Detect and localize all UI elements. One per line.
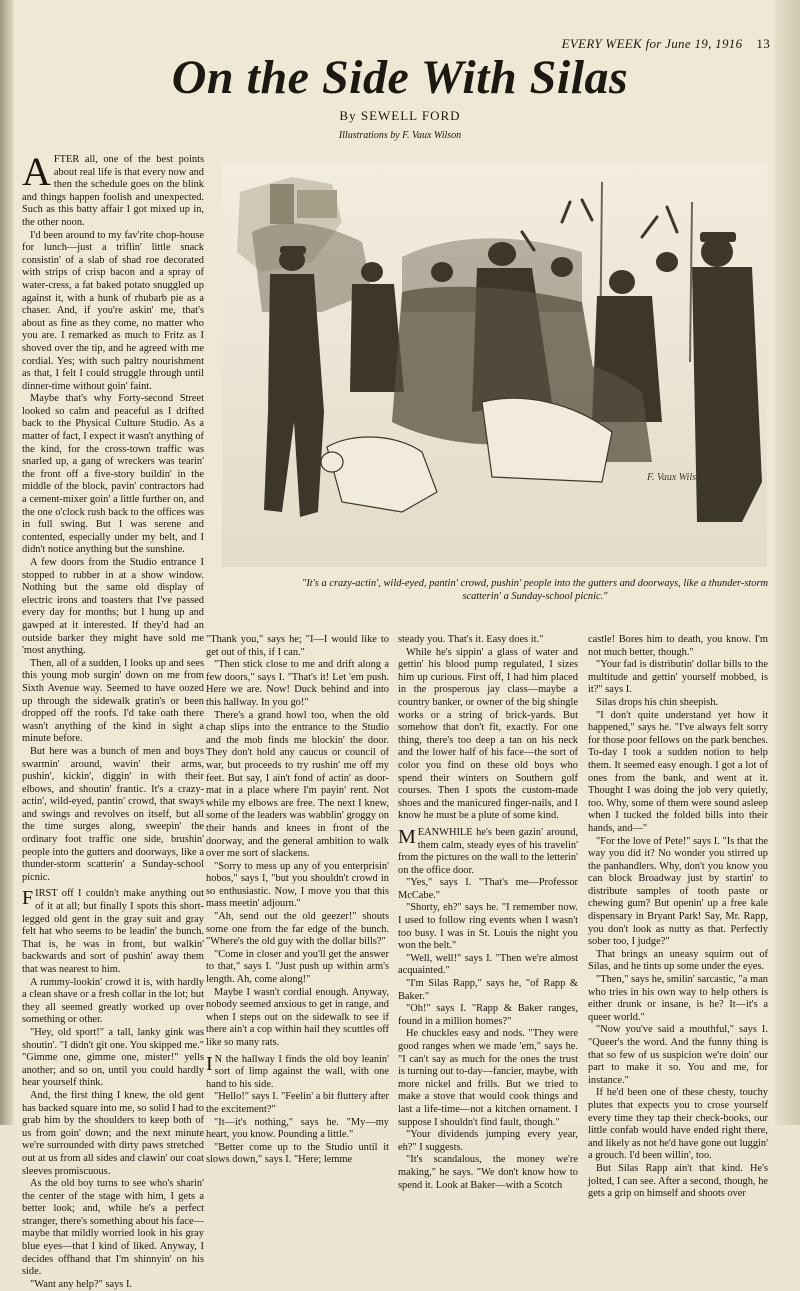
section-cap: I bbox=[206, 1052, 213, 1075]
paragraph bbox=[22, 149, 204, 230]
paragraph: That brings an uneasy squirm out of Silas, and he tints up some under the eyes. bbox=[588, 948, 768, 973]
drop-cap: A bbox=[22, 149, 51, 194]
paragraph: "Ah, send out the old geezer!" shouts some one from the far edge of the bunch. "Where's the old guy with the dollar bills?" bbox=[206, 911, 389, 948]
paragraph: Maybe I wasn't cordial enough. Anyway, nobody seemed anxious to get in range, and when I steps out on the sidewalk to see if there ain't a cop within hail they scuttles off like so many rats. bbox=[206, 986, 389, 1048]
paragraph: "Shorty, eh?" says he. "I remember now. I used to follow ring events when I wasn't too busy. I was in St. Louis the night you won the belt." bbox=[398, 902, 578, 952]
paragraph: "Yes," says I. "That's me—Professor McCabe." bbox=[398, 877, 578, 901]
running-head-text: EVERY WEEK for June 19, 1916 bbox=[561, 36, 743, 51]
paragraph: But Silas Rapp ain't that kind. He's jolted, I can see. After a second, though, he gets a grip on himself and shoots over bbox=[588, 1162, 768, 1200]
section-cap: M bbox=[398, 825, 416, 848]
paragraph: "Now you've said a mouthful," says I. "Queer's the word. And the funny thing is that so few of us suspicion we're doin' our part to make it so. You and me, for instance." bbox=[588, 1024, 768, 1086]
page-edge-shadow bbox=[0, 0, 14, 1125]
byline: By SEWELL FORD bbox=[339, 108, 461, 123]
paragraph: "Oh!" says I. "Rapp & Baker ranges, found in a million homes?" bbox=[398, 1003, 578, 1027]
text-column-2 bbox=[206, 634, 389, 1167]
page-spine bbox=[775, 0, 800, 1125]
paragraph-text: N the hallway I finds the old boy leanin' sort of limp against the wall, with one hand to his side. bbox=[206, 1053, 389, 1090]
paragraph: "Thank you," says he; "I—I would like to get out of this, if I can." bbox=[206, 634, 389, 658]
crowd-illustration bbox=[222, 162, 767, 567]
illustration-caption: "It's a crazy-actin', wild-eyed, pantin' crowd, pushin' people into the gutters and doorways, like a thunder-storm scatterin' a Sunday-school picnic." bbox=[301, 578, 769, 602]
paragraph: "For the love of Pete!" says I. "Is that the way you did it? No wonder you stirred up the panhandlers. Why, don't you know you can block Broadway just by startin' to distribute samples of tooth paste or chewing gum? But openin' up a free kale dispensary in Bryant Park! Say, Mr. Rapp, you don't look as nutty as that. Perfectly sober too, I judge?" bbox=[588, 835, 768, 948]
paragraph: "It's scandalous, the money we're making," he says. "We don't know how to spend it. Look at Baker—with a Scotch bbox=[398, 1154, 578, 1191]
paragraph-text: EANWHILE he's been gazin' around, them calm, steady eyes of his travelin' from the pictures on the wall to the letterin' on the office door. bbox=[398, 826, 578, 876]
paragraph: A rummy-lookin' crowd it is, with hardly a clean shave or a fresh collar in the lot; but they all seemed greatly worked up over something or other. bbox=[22, 976, 204, 1026]
paragraph: Silas drops his chin sheepish. bbox=[596, 696, 719, 708]
text-column-1 bbox=[22, 149, 204, 1291]
paragraph: I'd been around to my fav'rite chop-house for lunch—just a triflin' little snack consistin' of a slab of shad roe decorated with strips of crisp bacon and a spray of water-cress, a fat baked potato snuggled up against it, with a hunk of rhubarb pie as a chaser. And, if you're askin' me, that's about as fine as they come, no matter who you are. I remarked as much to Fritz as I shoved over the tip, and he agreed with me cordial. Yes; with such paltry nourishment as that, I felt I could struggle through until dinner-time without goin' faint. bbox=[22, 229, 204, 392]
paragraph: But here was a bunch of men and boys swarmin' around, wavin' their arms, pushin', kickin', diggin' in with their elbows, and shoutin' frantic. It's a crazy-actin', wild-eyed, pantin' crowd, that sways and swings and revolves on itself, but all the time surges along, sweepin' the ordinary foot traffic one side, brushin' people into the gutters and doorways, like a thunder-storm scatterin' a Sunday-school picnic. bbox=[22, 745, 204, 883]
page-number: 13 bbox=[756, 36, 770, 51]
paragraph bbox=[398, 827, 578, 877]
paragraph: "Well, well!" says I. "Then we're almost acquainted." bbox=[398, 952, 578, 977]
paragraph: Then, all of a sudden, I looks up and sees this young mob surgin' down on me from Sixth Avenue way. Seemed to have oozed up through the sidewalk gratin's or been dropped off the roofs. I'd take oath there wasn't anything of the kind in sight a minute before. bbox=[22, 657, 204, 745]
paragraph: While he's sippin' a glass of water and gettin' his blood pump regulated, I sizes him up curious. First off, I had him placed in the prosperous jay class—maybe a country banker, or owner of the big shingle works or a string of brick-yards. But somehow that don't fit, exactly. For one thing, there's too deep a tan on his neck and the lower half of his face—the sort of color you find on these old boys who spend their winters on Southern golf courses. Then I spots the custom-made shoes and the manicured finger-nails, and I know he must be a plute of some kind. bbox=[398, 646, 578, 822]
artist-signature: F. Vaux Wilson bbox=[647, 472, 706, 483]
paragraph: If he'd been one of these chesty, touchy plutes that expects you to crose yourself every time they tap their check-books, our little confab would have ended right there, and likely as not he'd have gone out luggin' a grouch. I'd been willin', too. bbox=[588, 1087, 768, 1162]
text-column-3 bbox=[398, 634, 578, 1192]
paragraph-text: IRST off I couldn't make anything out of it at all; but finally I spots this short-legged old gent in the gray suit and gray felt hat who seems to be leadin' the bunch. That is, he was in front, but walkin' backwards and sort of pushin' away them that was nearest to him. bbox=[22, 888, 204, 975]
paragraph: "Sorry to mess up any of you enterprisin' hobos," says I, "but you shouldn't crowd in so enthusiastic. Now, I move you that this mass meetin' adjourn." bbox=[206, 860, 389, 910]
paragraph: "Hey, old sport!" a tall, lanky gink was shoutin'. "I didn't git one. You skipped me." "Gimme one, gimme one, mister!" yells another; and so on, until you could hardly hear yourself think. bbox=[22, 1026, 204, 1089]
paragraph: steady you. That's it. Easy does it." bbox=[398, 634, 544, 645]
paragraph: He chuckles easy and nods. "They were good ranges when we made 'em," says he. "I can't say as much for the ones the trust is turning out to-day—fancier, maybe, with more nickel and frills. But we tried to make a stove that would cook things and last a life-time—not a kitchen ornament. I suppose I shouldn't find fault, though." bbox=[398, 1028, 578, 1128]
paragraph: "Hello!" says I. "Feelin' a bit fluttery after the excitement?" bbox=[206, 1091, 389, 1115]
paragraph: "It—it's nothing," says he. "My—my heart, you know. Pounding a little." bbox=[206, 1116, 389, 1141]
paragraph: castle! Bores him to death, you know. I'm not much better, though." bbox=[588, 634, 768, 658]
paragraph: Maybe that's why Forty-second Street looked so calm and peaceful as I drifted back to the Physical Culture Studio. As a matter of fact, I expect it wasn't anything of the kind, for the cross-town traffic was snarled up, a gang of wreckers was tearin' the front off a five-story buildin' in the middle of the block, pavin' contractors had a cement-mixer goin' a little further on, and the one o'clock rush back to the offices was in full swing. But I was serene and contented, especially under my belt, and I didn't notice anything but the sunshine. bbox=[22, 393, 204, 556]
paragraph: "I don't quite understand yet how it happened," says he. "I've always felt sorry for those poor fellows on the park benches. To-day I took a sudden notion to help them. It seemed easy enough. I got a lot of ones from the bank, and went at it. Thought I was doing the job very quietly, too. Why, some of them were sound asleep when I tucked the folded bills into their hands, and—" bbox=[588, 709, 768, 834]
story-title: On the Side With Silas bbox=[171, 51, 629, 104]
paragraph: As the old boy turns to see who's sharin' the center of the stage with him, I gets a better look; and, while he's a perfect stranger, there's something about his face—maybe that mildly worried look in his gray blue eyes—that I kind of liked. Anyway, I decides offhand that I'm shinnyin' on his side. bbox=[22, 1178, 204, 1278]
paragraph: "I'm Silas Rapp," says he, "of Rapp & Baker." bbox=[398, 978, 578, 1002]
paragraph: "Better come up to the Studio until it slows down," says I. "Here; lemme bbox=[206, 1141, 389, 1166]
illustration-credit: Illustrations by F. Vaux Wilson bbox=[338, 130, 462, 141]
paragraph: "Want any help?" says I. bbox=[30, 1278, 132, 1290]
paragraph: "Then stick close to me and drift along a few doors," says I. "That's it! Let 'em push. Here we are. Now! Duck behind and into this hallway. In you go!" bbox=[206, 659, 389, 708]
text-column-4 bbox=[588, 634, 768, 1201]
section-cap: F bbox=[22, 887, 34, 910]
paragraph: And, the first thing I knew, the old gent has backed square into me, so solid I had to grab him by the shoulders to keep both of us from goin' down; and the next minute we're surrounded with dirty paws stretched out at us from all sides and clawin' our coat sleeves promiscuous. bbox=[22, 1089, 204, 1177]
paragraph-text: FTER all, one of the best points about real life is that every now and then the schedule goes on the blink and things happen foolish and unexpected. Such as this batty affair I got mixed up in, the other noon. bbox=[22, 154, 204, 228]
paragraph: "Your dividends jumping every year, eh?" I suggests. bbox=[398, 1129, 578, 1153]
paragraph: There's a grand howl too, when the old chap slips into the entrance to the Studio and the mob finds me blockin' the door. They don't hold any caucus or council of war, but proceeds to try rushin' me off my feet. But say, I ain't fond of actin' as door-mat in a place where I'm payin' rent. Not while my elbows are free. The next I knew, some of the leaders was wabblin' groggy on their hands and knees in front of the doorway, and the general ambition to walk over me sort of slackens. bbox=[206, 709, 389, 860]
paragraph bbox=[22, 888, 204, 976]
paragraph: A few doors from the Studio entrance I stopped to rubber in at a show window. Nothing but the same old display of electric irons and toasters that I've passed every day for months; but I hung up and gawped at it interested. If they'd had an outside barker they might have sold me 'most anything. bbox=[22, 557, 204, 657]
paragraph: "Then," says he, smilin' sarcastic, "a man who tries in his own way to help others is either drunk or insane, is he? It—it's a queer world." bbox=[588, 974, 768, 1023]
paragraph bbox=[206, 1054, 389, 1092]
paragraph: "Your fad is distributin' dollar bills to the multitude and gettin' yourself mobbed, is it?" says I. bbox=[588, 659, 768, 696]
paragraph: "Come in closer and you'll get the answer to that," says I. "Just push up within arm's length. Ah, come along!" bbox=[206, 948, 389, 986]
